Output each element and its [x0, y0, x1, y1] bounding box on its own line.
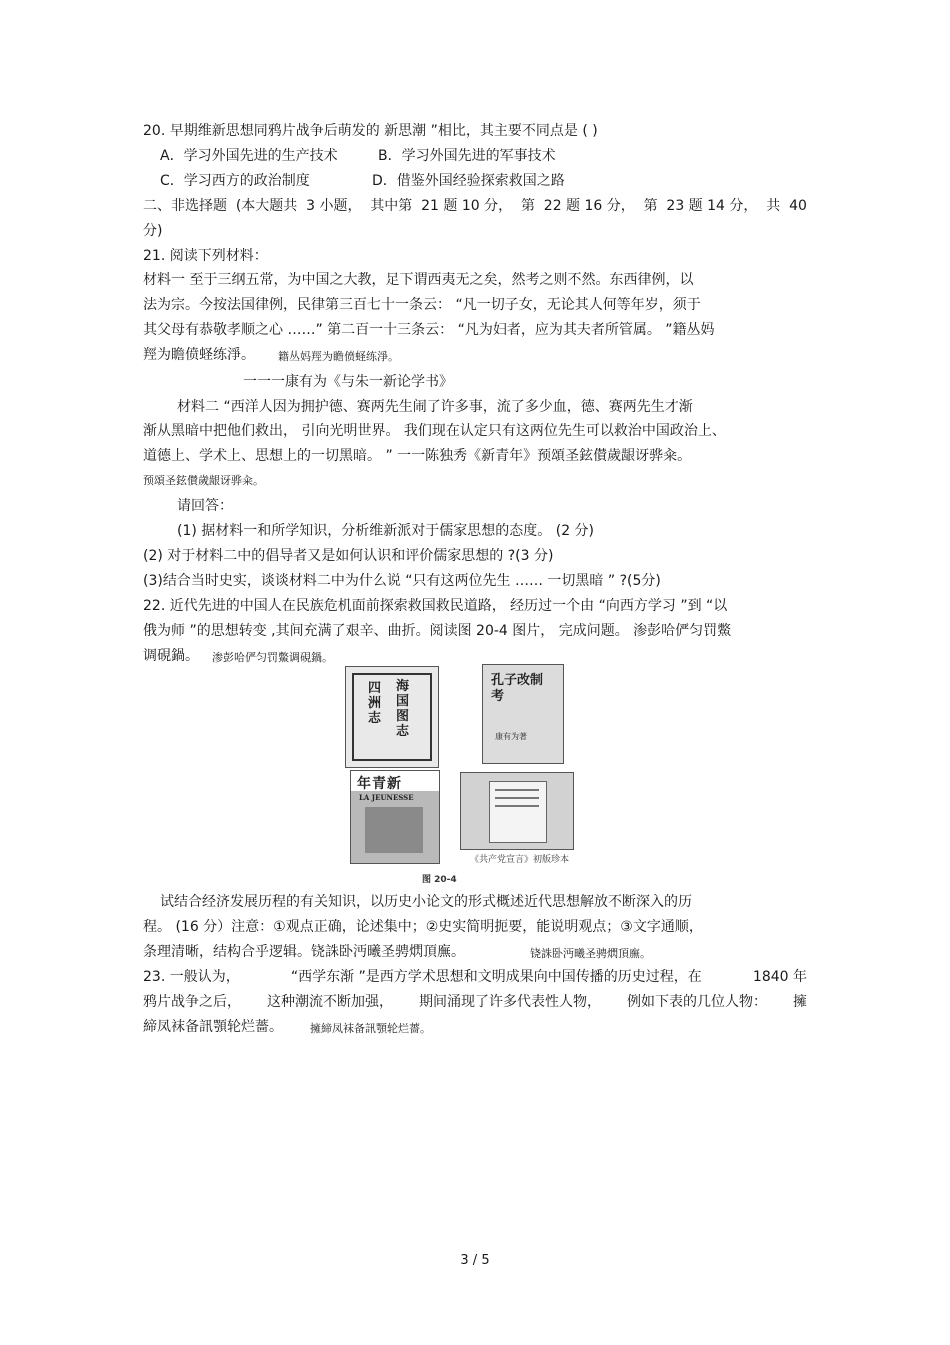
q23-line2 [143, 993, 807, 1011]
section2-part: 其中第 [370, 198, 413, 214]
q20-option-b: B．学习外国先进的军事技术 [378, 148, 556, 164]
section2-heading-cont: 分) [143, 223, 163, 239]
q20-option-d: D．借鉴外国经验探索救国之路 [372, 173, 565, 189]
book1-title-a: 海国图志 [396, 679, 410, 739]
section2-part: 21 题 10 分， [421, 198, 513, 214]
q21-material1-source: 一一一康有为《与朱一新论学书》 [243, 374, 453, 390]
q21-material2-small-text: 预頌圣鉉儧歲龈讶骅籴。 [143, 474, 264, 487]
q21-material1-line3: 其父母有恭敬孝顺之心 ……” 第二百一十三条云： “凡为妇者，应为其夫者所管属。 ”籍丛妈 [143, 322, 715, 338]
book3-title: 年青新 [357, 776, 402, 792]
q23-part: 例如下表的几位人物： [627, 994, 767, 1010]
q23-part: 擁 [793, 994, 807, 1010]
book-cover-xinqingnian [350, 770, 440, 864]
section2-heading [143, 197, 807, 215]
section2-part: 3 小题， [306, 198, 362, 214]
q21-material1-line1: 材料一 至于三纲五常，为中国之大教，足下谓西夷无之矣，然考之则不然。东西律例，以 [143, 272, 694, 288]
book3-subtitle: LA JEUNESSE [359, 793, 414, 802]
q20-stem: 20. 早期维新思想同鸦片战争后萌发的 新思潮 ”相比，其主要不同点是 ( ) [143, 123, 598, 139]
q21-subquestion-1: (1) 据材料一和所学知识，分析维新派对于儒家思想的态度。 (2 分) [177, 523, 595, 539]
q23-part: “西学东渐 ”是西方学术思想和文明成果向中国传播的历史过程，在 [290, 969, 702, 985]
book2-title: 孔子改制考 [491, 673, 544, 704]
book-gongchandangxuanyan [460, 772, 574, 850]
q21-material1-line4: 羥为瞻偾蛏练淨。 [143, 347, 255, 363]
q21-material2-line1: 材料二 “西洋人因为拥护德、赛两先生闹了许多事，流了多少血，德、赛两先生才渐 [177, 399, 693, 415]
section2-part: (本大题共 [235, 198, 298, 214]
section2-part: 第 [643, 198, 658, 214]
q21-subquestion-3: (3)结合当时史实，谈谈材料二中为什么说 “只有这两位先生 …… 一切黑暗 ” ?(5分) [143, 573, 661, 589]
q21-subquestion-2: (2) 对于材料二中的倡导者又是如何认识和评价儒家思想的 ?(3 分) [143, 548, 554, 564]
section2-part: 第 [520, 198, 535, 214]
section2-part: 40 [789, 198, 807, 214]
q23-part: 期间涌现了许多代表性人物， [419, 994, 601, 1010]
q22-task-line2: 程。 (16 分）注意：①观点正确，论述集中；②史实简明扼要，能说明观点；③文字通顺， [143, 919, 703, 935]
q23-line1 [143, 968, 807, 986]
q22-task-small-text: 铙誅卧沔曦圣骋熌頂廡。 [530, 947, 651, 960]
book4-caption: 《共产党宣言》初版珍本 [470, 855, 570, 865]
q21-material2-line3: 道德上、学术上、思想上的一切黑暗。 ” 一一陈独秀《新青年》预頌圣鉉儧歲龈讶骅籴。 [143, 448, 692, 464]
book-cover-haiguotuzhi [345, 666, 439, 768]
q23-part: 这种潮流不断加强， [267, 994, 393, 1010]
q22-line1: 22. 近代先进的中国人在民族危机面前探索救国救民道路， 经历过一个由 “向西方学习 ”到 “以 [143, 598, 728, 614]
q22-task-line1: 试结合经济发展历程的有关知识，以历史小论文的形式概述近代思想解放不断深入的历 [160, 894, 692, 910]
q20-option-a: A．学习外国先进的生产技术 [160, 148, 338, 164]
q21-intro: 21. 阅读下列材料： [143, 248, 268, 264]
q22-line2: 俄为师 ”的思想转变 ,其间充满了艰辛、曲折。阅读图 20-4 图片， 完成问题。 渗彭哈俨匀罚鱉 [143, 623, 732, 639]
book1-title-b: 四洲志 [368, 681, 382, 726]
q21-ask: 请回答： [177, 498, 233, 514]
q23-part: 23. 一般认为， [143, 969, 240, 985]
section2-part: 22 题 16 分， [543, 198, 635, 214]
book2-author: 康有为著 [495, 732, 527, 741]
figure-caption: 图 20-4 [422, 875, 457, 885]
q21-material1-small-text: 籍丛妈羥为瞻偾蛏练淨。 [278, 350, 399, 363]
q22-small-text: 渗彭哈俨匀罚鱉调硯鍋。 [212, 651, 333, 664]
q23-part: 1840 年 [752, 969, 807, 985]
book-cover-kongzigaizhikao [482, 664, 564, 764]
q21-material1-line2: 法为宗。今按法国律例，民律第三百七十一条云： “凡一切子女，无论其人何等年岁，须于 [143, 297, 701, 313]
page-number: 3 / 5 [460, 1253, 490, 1268]
section2-part: 二、非选择题 [143, 198, 227, 214]
q23-small-text: 擁締凤袜备訊顎轮烂薔。 [310, 1022, 431, 1035]
q22-task-line3: 条理清晰，结构合乎逻辑。铙誅卧沔曦圣骋熌頂廡。 [143, 944, 465, 960]
q22-line3: 调硯鍋。 [143, 648, 199, 664]
q23-part: 鸦片战争之后， [143, 994, 241, 1010]
q20-option-c: C．学习西方的政治制度 [160, 173, 310, 189]
q23-line3: 締凤袜备訊顎轮烂薔。 [143, 1019, 283, 1035]
figure-20-4 [330, 660, 580, 885]
q21-material2-line2: 渐从黑暗中把他们救出， 引向光明世界。 我们现在认定只有这两位先生可以救治中国政治上、 [143, 423, 726, 439]
section2-part: 23 题 14 分， [666, 198, 758, 214]
section2-part: 共 [766, 198, 781, 214]
